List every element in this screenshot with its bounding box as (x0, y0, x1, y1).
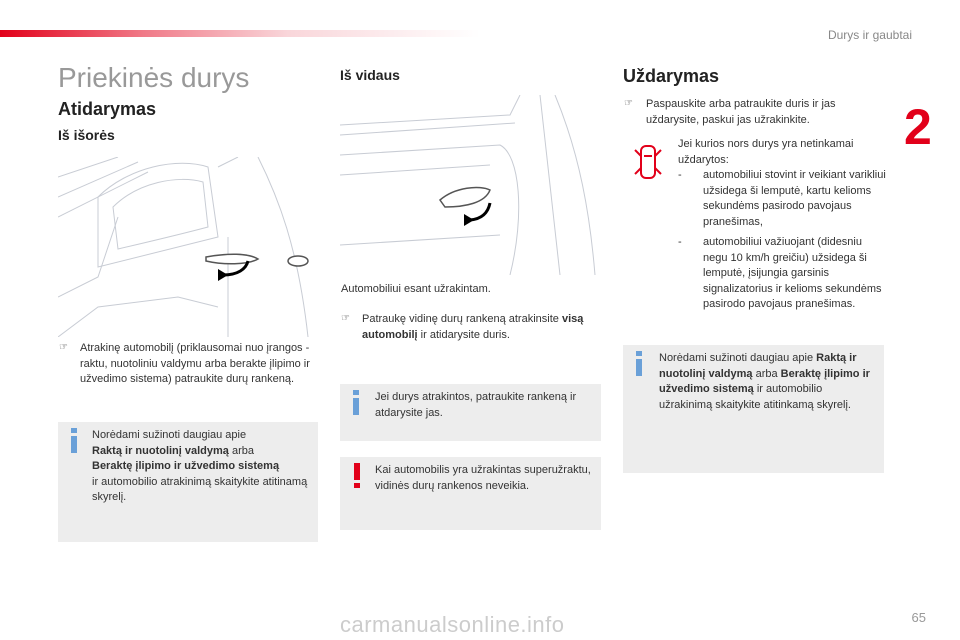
info-bold-key: Raktą ir nuotolinį valdymą (659, 352, 857, 380)
list-dash: - (678, 236, 682, 248)
bullet-marker: ☞ (624, 98, 633, 109)
list-dash: - (678, 169, 682, 181)
subheading-inside: Iš vidaus (340, 67, 400, 83)
bullet-text-part: Patraukę vidinę durų rankeną atrakinsite (362, 313, 562, 325)
info-line: Norėdami sužinoti daugiau apie (92, 429, 247, 441)
info-connector: arba (228, 444, 254, 457)
door-warning-item-driving: automobiliui važiuojant (didesniu negu 10 km/h greičiu) užsidega ši lemputė, įsijungia garsinis signalizatorius ir kelioms sekundėms pasirodo pavojaus pranešimas. (703, 236, 882, 310)
door-warning-intro: Jei kurios nors durys yra netinkamai uždarytos: (678, 138, 854, 166)
info-box-right (623, 345, 884, 473)
info-text-left (92, 428, 312, 506)
info-rest: ir automobilio užrakinimą skaitykite atitinkamą skyrelį. (659, 383, 851, 411)
door-inside-illustration (340, 95, 600, 275)
page-number: 65 (911, 610, 926, 625)
bullet-open-outside: Atrakinę automobilį (priklausomai nuo įrangos - raktu, nuotoliniu valdymu arba berakte įlipimo ir užvedimo sistema) patraukite durų rankeną. (80, 342, 310, 385)
door-outside-illustration (58, 157, 318, 337)
section-title: Durys ir gaubtai (827, 28, 912, 42)
info-icon (350, 390, 364, 416)
door-open-warning-icon (633, 142, 663, 182)
bullet-marker: ☞ (59, 342, 68, 353)
bullet-text-part: ir atidarysite duris. (417, 328, 510, 341)
info-text-middle: Jei durys atrakintos, patraukite rankeną ir atdarysite jas. (375, 391, 577, 419)
warning-text-middle: Kai automobilis yra užrakintas superužraktu, vidinės durų rankenos neveikia. (375, 464, 591, 492)
warning-box-middle (340, 457, 601, 530)
info-bold-keyless: Beraktę įlipimo ir užvedimo sistemą (659, 367, 870, 395)
heading-closing: Uždarymas (623, 66, 720, 86)
info-text-right (659, 351, 877, 413)
info-connector: arba (752, 367, 781, 380)
info-box-left (58, 422, 318, 542)
info-bold-key: Raktą ir nuotolinį valdymą (92, 444, 229, 457)
heading-opening: Atidarymas (58, 99, 157, 119)
bullet-marker: ☞ (341, 313, 350, 324)
info-bold-keyless: Beraktę įlipimo ir užvedimo sistemą (92, 460, 280, 472)
caption-locked: Automobiliui esant užrakintam. (341, 283, 491, 295)
info-text-part: Norėdami sužinoti daugiau apie (659, 352, 817, 364)
warning-icon (350, 463, 364, 489)
bullet-text-bold: visą automobilį (362, 313, 584, 341)
chapter-number: 2 (904, 99, 932, 155)
bullet-close: Paspauskite arba patraukite duris ir jas uždarysite, paskui jas užrakinkite. (646, 98, 836, 126)
info-icon (633, 351, 647, 377)
bullet-open-inside (362, 312, 597, 343)
door-warning-item-stationary: automobiliui stovint ir veikiant varikliui užsidega ši lemputė, kartu kelioms sekundėms pasirodo pavojaus pranešimas, (703, 169, 886, 228)
subheading-outside: Iš išorės (58, 127, 115, 143)
info-box-middle (340, 384, 601, 441)
info-rest: ir automobilio atrakinimą skaitykite atitinamą skyrelį. (92, 475, 308, 503)
watermark-text: carmanualsonline.info (340, 612, 565, 637)
header-accent-bar (0, 30, 480, 37)
page-title: Priekinės durys (58, 62, 250, 93)
info-icon (68, 428, 82, 454)
